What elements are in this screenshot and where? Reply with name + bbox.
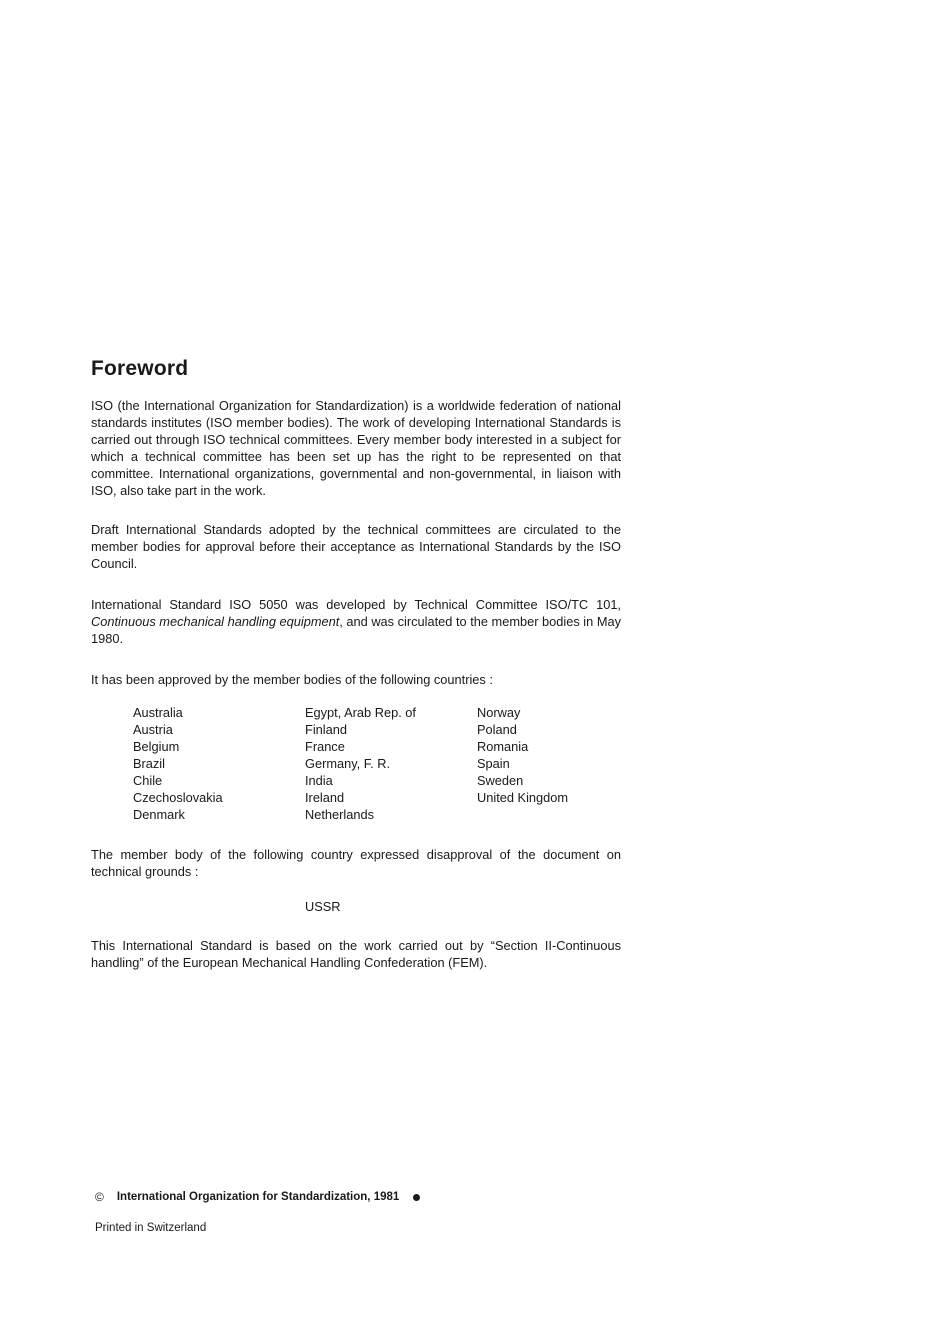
- country-name: Czechoslovakia: [133, 790, 223, 805]
- country-name: Brazil: [133, 756, 165, 771]
- country-name: Germany, F. R.: [305, 756, 391, 771]
- country-name: Spain: [477, 756, 510, 771]
- paragraph-draft-standards: Draft International Standards adopted by the technical committees are circulated to the member bodies for approval before their acceptance as International Standards by the ISO Council.: [91, 522, 621, 571]
- paragraph-iso-federation: ISO (the International Organization for Standardization) is a worldwide federation of national standards institutes (ISO member bodies). The work of developing International Standards is carried out through ISO technical committees. Every member body interested in a subject for which a technical committee has been set up has the right to be represented on that committee. International organizations, governmental and non-governmental, in liaison with ISO, also take part in the work.: [91, 398, 621, 498]
- country-name: India: [305, 773, 333, 788]
- countries-column-2: [305, 704, 475, 823]
- country-name: Denmark: [133, 807, 185, 822]
- paragraph-disapproval: The member body of the following country expressed disapproval of the document on technical grounds :: [91, 847, 621, 879]
- country-name: Australia: [133, 705, 183, 720]
- country-name: Chile: [133, 773, 163, 788]
- copyright-line: [95, 1189, 420, 1205]
- bullet-icon: [413, 1194, 420, 1201]
- printed-in-line: Printed in Switzerland: [95, 1222, 207, 1234]
- country-name: Netherlands: [305, 807, 375, 822]
- copyright-text: International Organization for Standardization, 1981: [116, 1191, 400, 1203]
- paragraph-approval: It has been approved by the member bodies of the following countries :: [91, 672, 493, 687]
- country-name: Romania: [477, 739, 529, 754]
- country-name: Norway: [477, 705, 521, 720]
- country-name: Austria: [133, 722, 173, 737]
- foreword-heading: Foreword: [91, 357, 189, 380]
- country-name: France: [305, 739, 345, 754]
- committee-title: Continuous mechanical handling equipment: [91, 614, 340, 629]
- paragraph-iso-5050-end: , and was circulated to the member bodies in May 1980.: [91, 614, 621, 646]
- country-name: Finland: [305, 722, 347, 737]
- copyright-icon: ©: [95, 1190, 104, 1204]
- countries-column-1: [133, 704, 303, 823]
- countries-column-3: [477, 704, 647, 806]
- country-name: Ireland: [305, 790, 345, 805]
- country-name: Poland: [477, 722, 517, 737]
- country-name: Egypt, Arab Rep. of: [305, 705, 416, 720]
- paragraph-iso-5050: [91, 596, 621, 647]
- country-name: United Kingdom: [477, 790, 569, 805]
- paragraph-iso-5050-start: International Standard ISO 5050 was developed by Technical Committee ISO/TC 101,: [91, 597, 621, 612]
- country-name: Belgium: [133, 739, 180, 754]
- country-name: Sweden: [477, 773, 524, 788]
- disapproving-country: USSR: [305, 899, 341, 914]
- paragraph-fem-basis: This International Standard is based on the work carried out by “Section II-Continuous handling” of the European Mechanical Handling Confederation (FEM).: [91, 938, 621, 970]
